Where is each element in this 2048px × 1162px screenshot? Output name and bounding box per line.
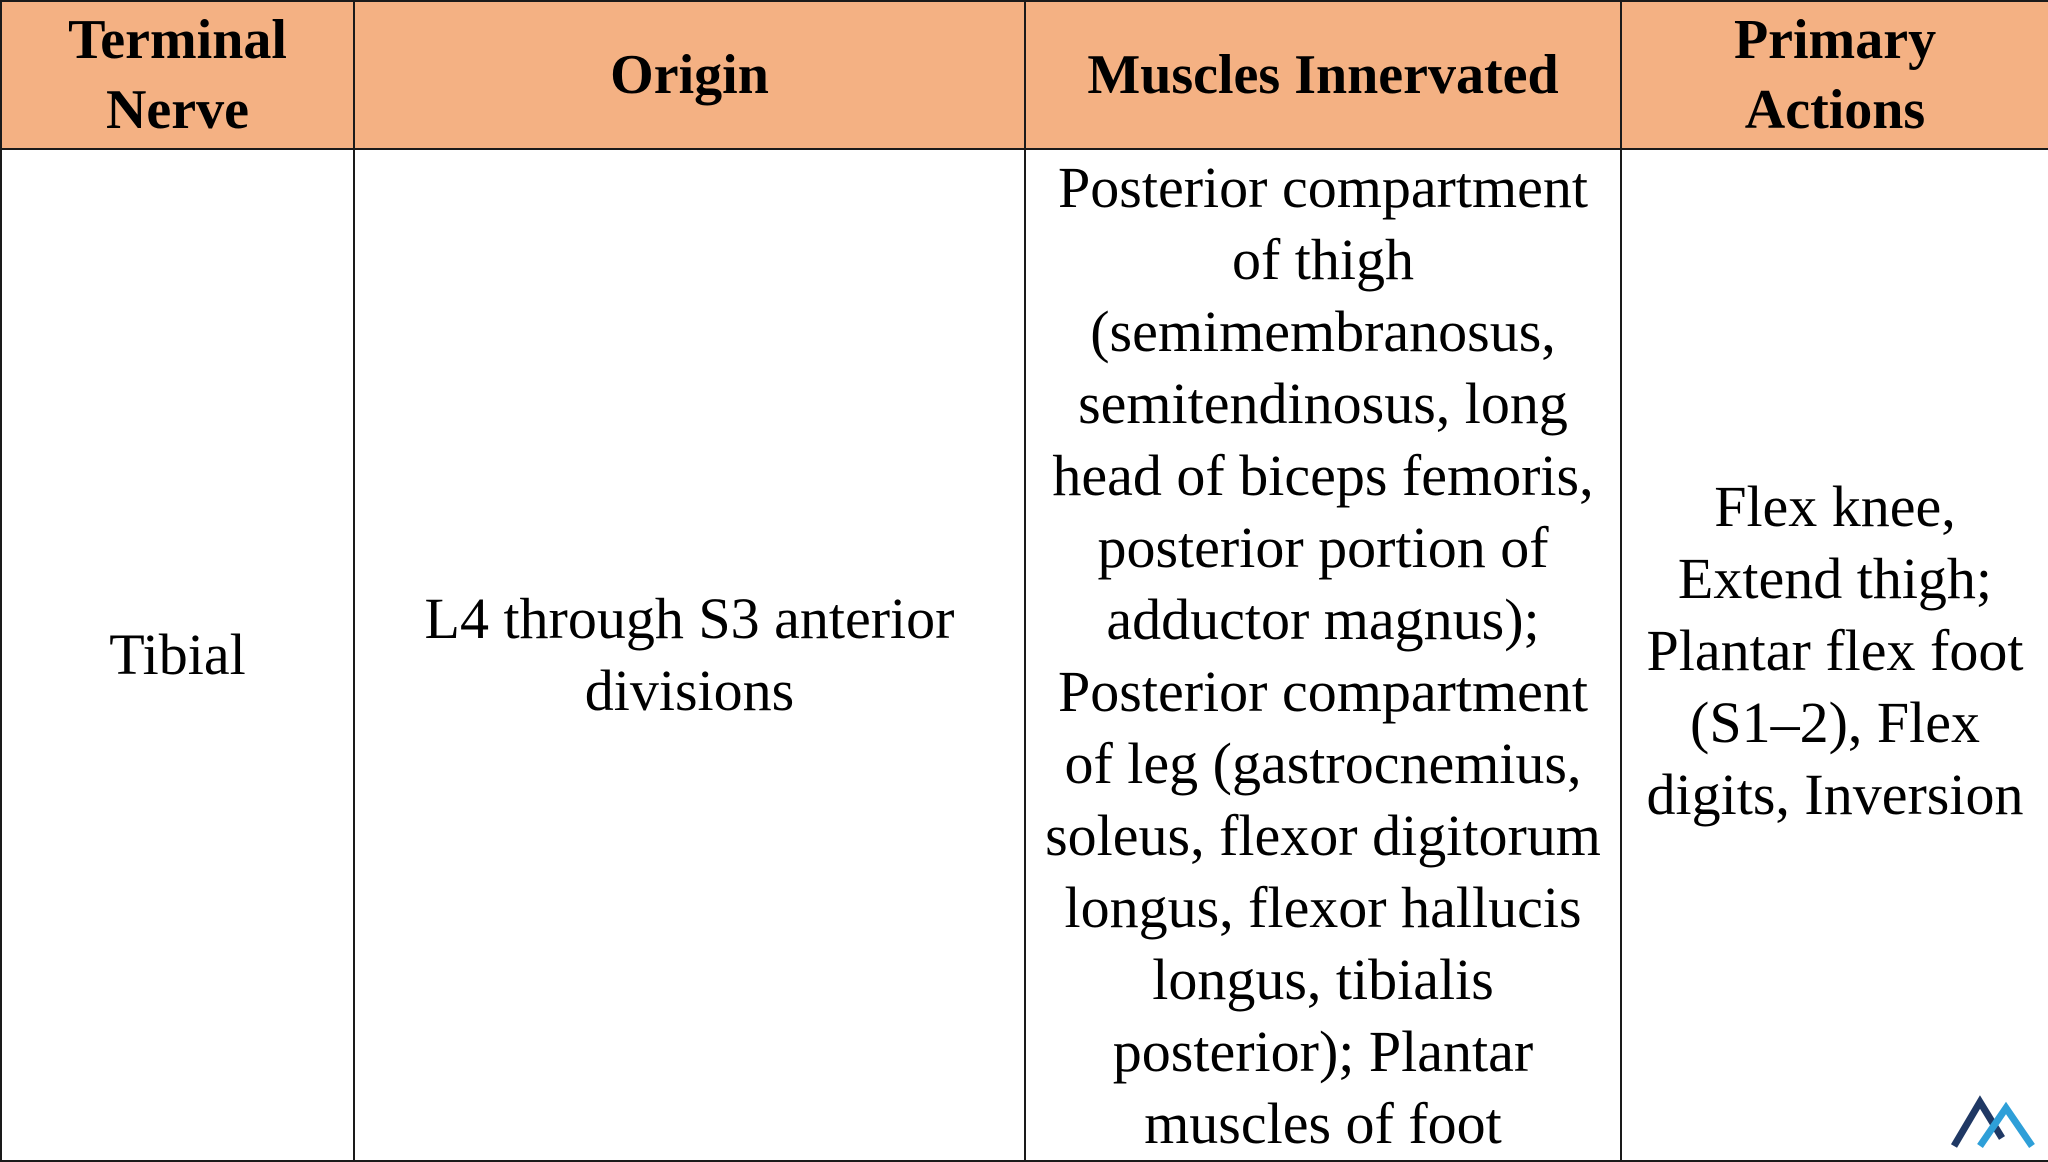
header-muscles-line: Muscles Innervated xyxy=(1087,44,1559,106)
actions-line: digits, Inversion xyxy=(1646,762,2024,827)
muscles-line: adductor magnus); xyxy=(1106,587,1540,652)
muscles-line: Posterior compartment xyxy=(1058,659,1588,724)
actions-line: Plantar flex foot xyxy=(1646,618,2024,683)
muscles-line: (semimembranosus, xyxy=(1090,299,1556,364)
header-actions-line: Primary xyxy=(1733,9,1937,71)
muscles-line: longus, tibialis xyxy=(1152,947,1494,1012)
muscles-line: semitendinosus, long xyxy=(1078,371,1568,436)
header-origin xyxy=(354,1,1025,149)
actions-line: Extend thigh; xyxy=(1677,546,1993,611)
muscles-line: longus, flexor hallucis xyxy=(1064,875,1582,940)
origin-line: divisions xyxy=(584,658,795,723)
muscles-line: of leg (gastrocnemius, xyxy=(1064,731,1582,796)
cell-primary-actions xyxy=(1621,149,2048,1161)
mountain-logo-icon xyxy=(1950,1092,2036,1152)
actions-line: Flex knee, xyxy=(1714,474,1956,539)
nerve-name: Tibial xyxy=(109,622,246,687)
muscles-line: soleus, flexor digitorum xyxy=(1045,803,1601,868)
muscles-line: muscles of foot xyxy=(1144,1091,1502,1156)
header-terminal-nerve-line: Nerve xyxy=(105,79,249,141)
muscles-line: head of biceps femoris, xyxy=(1052,443,1594,508)
header-terminal-nerve xyxy=(1,1,354,149)
cell-muscles-innervated xyxy=(1025,149,1621,1161)
header-origin-line: Origin xyxy=(610,44,769,106)
muscles-line: Posterior compartment xyxy=(1058,155,1588,220)
header-actions-line: Actions xyxy=(1744,79,1926,141)
cell-terminal-nerve xyxy=(1,149,354,1161)
header-primary-actions xyxy=(1621,1,2048,149)
header-terminal-nerve-line: Terminal xyxy=(68,9,287,71)
cell-origin xyxy=(354,149,1025,1161)
muscles-line: posterior portion of xyxy=(1097,515,1549,580)
muscles-line: posterior); Plantar xyxy=(1112,1019,1534,1084)
origin-line: L4 through S3 anterior xyxy=(424,586,955,651)
muscles-line: of thigh xyxy=(1231,227,1415,292)
actions-line: (S1–2), Flex xyxy=(1690,690,1980,755)
header-row xyxy=(1,1,2048,149)
header-muscles-innervated xyxy=(1025,1,1621,149)
table-row xyxy=(1,149,2048,1161)
